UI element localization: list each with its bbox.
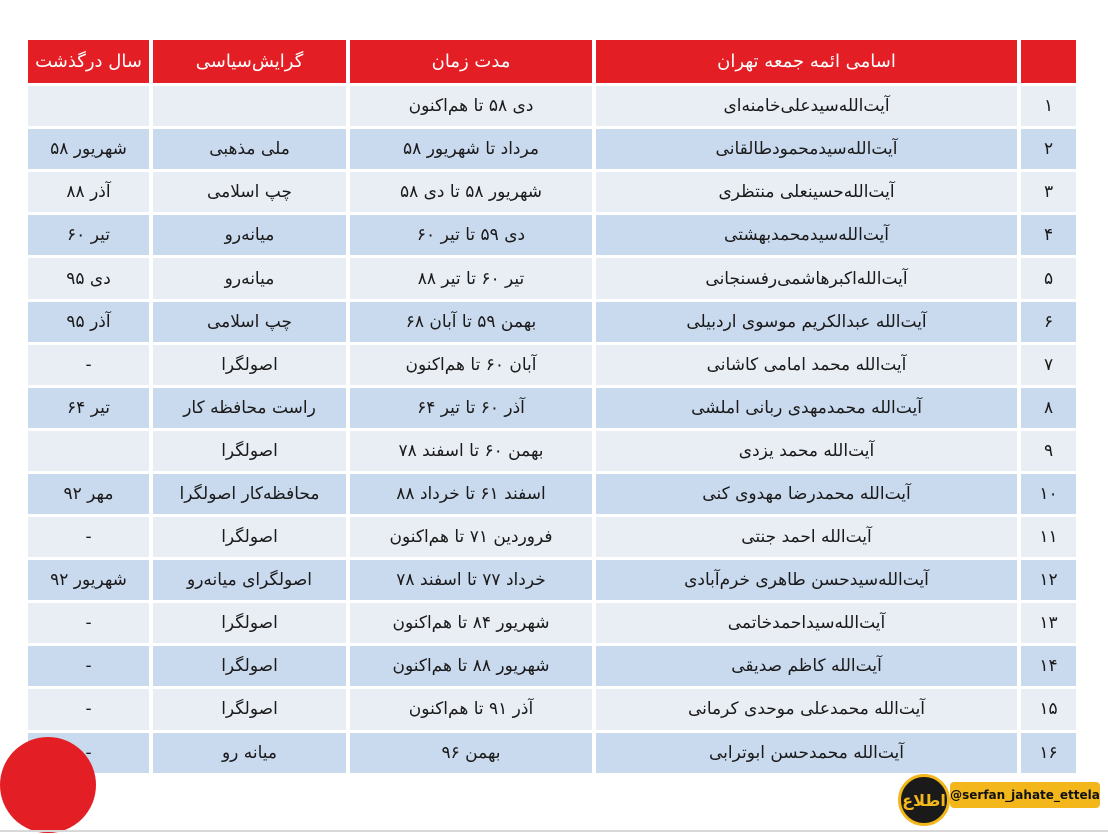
cell-death: - [28,730,149,773]
cell-term: فروردین ۷۱ تا هم‌اکنون [350,514,592,557]
cell-num: ۵ [1021,255,1076,298]
cell-term: بهمن ۶۰ تا اسفند ۷۸ [350,428,592,471]
header-num [1021,40,1076,83]
cell-political: ملی مذهبی [153,126,346,169]
cell-death: تیر ۶۴ [28,385,149,428]
cell-term: دی ۵۹ تا تیر ۶۰ [350,212,592,255]
cell-death: - [28,600,149,643]
cell-num: ۶ [1021,299,1076,342]
cell-death: - [28,643,149,686]
cell-political: اصولگرا [153,342,346,385]
cell-term: شهریور ۸۸ تا هم‌اکنون [350,643,592,686]
cell-political: اصولگرا [153,643,346,686]
cell-name: آیت‌الله‌حسینعلی منتظری [596,169,1017,212]
cell-name: آیت‌الله عبدالکریم موسوی اردبیلی [596,299,1017,342]
cell-num: ۹ [1021,428,1076,471]
cell-death: - [28,514,149,557]
cell-name: آیت‌الله احمد جنتی [596,514,1017,557]
cell-death: تیر ۶۰ [28,212,149,255]
header-political: گرایش‌سیاسی [153,40,346,83]
cell-death: شهریور ۵۸ [28,126,149,169]
cell-name: آیت‌الله محمد یزدی [596,428,1017,471]
cell-name: آیت‌الله کاظم صدیقی [596,643,1017,686]
cell-term: شهریور ۵۸ تا دی ۵۸ [350,169,592,212]
cell-num: ۱ [1021,83,1076,126]
cell-name: آیت‌الله محمدرضا مهدوی کنی [596,471,1017,514]
leaders-table [28,40,1076,773]
cell-name: آیت‌الله‌سیدمحمدبهشتی [596,212,1017,255]
header-death-year: سال درگذشت [28,40,149,83]
cell-num: ۲ [1021,126,1076,169]
cell-term: خرداد ۷۷ تا اسفند ۷۸ [350,557,592,600]
cell-death: آذر ۹۵ [28,299,149,342]
cell-term: بهمن ۹۶ [350,730,592,773]
header-name: اسامی ائمه جمعه تهران [596,40,1017,83]
cell-term: آبان ۶۰ تا هم‌اکنون [350,342,592,385]
cell-name: آیت‌الله محمدعلی موحدی کرمانی [596,686,1017,729]
cell-death: مهر ۹۲ [28,471,149,514]
cell-political: اصولگرا [153,600,346,643]
cell-num: ۱۰ [1021,471,1076,514]
cell-name: آیت‌الله‌سیدحسن طاهری خرم‌آبادی [596,557,1017,600]
cell-term: شهریور ۸۴ تا هم‌اکنون [350,600,592,643]
cell-name: آیت‌الله محمدمهدی ربانی املشی [596,385,1017,428]
cell-name: آیت‌الله‌سیدعلی‌خامنه‌ای [596,83,1017,126]
cell-term: اسفند ۶۱ تا خرداد ۸۸ [350,471,592,514]
cell-num: ۱۲ [1021,557,1076,600]
cell-num: ۸ [1021,385,1076,428]
sazandegi-logo [0,737,96,833]
channel-badge: اطلاع [898,774,950,826]
cell-political: اصولگرای میانه‌رو [153,557,346,600]
cell-death [28,428,149,471]
channel-handle: @serfan_jahate_ettela [950,782,1100,808]
cell-political: راست محافظه کار [153,385,346,428]
cell-death [28,83,149,126]
cell-name: آیت‌الله‌سیداحمد‌خاتمی [596,600,1017,643]
cell-name: آیت‌الله محمدحسن ابوترابی [596,730,1017,773]
cell-name: آیت‌الله محمد امامی کاشانی [596,342,1017,385]
cell-political: چپ اسلامی [153,299,346,342]
cell-death: - [28,342,149,385]
cell-num: ۱۵ [1021,686,1076,729]
cell-num: ۱۶ [1021,730,1076,773]
cell-term: تیر ۶۰ تا تیر ۸۸ [350,255,592,298]
cell-death: آذر ۸۸ [28,169,149,212]
cell-num: ۴ [1021,212,1076,255]
header-term: مدت زمان [350,40,592,83]
cell-political: میانه‌رو [153,255,346,298]
cell-death: دی ۹۵ [28,255,149,298]
cell-num: ۱۱ [1021,514,1076,557]
cell-political: میانه رو [153,730,346,773]
cell-political: میانه‌رو [153,212,346,255]
cell-political: اصولگرا [153,428,346,471]
cell-death: - [28,686,149,729]
cell-political [153,83,346,126]
cell-num: ۱۳ [1021,600,1076,643]
cell-political: اصولگرا [153,514,346,557]
cell-political: محافظه‌کار اصولگرا [153,471,346,514]
cell-political: چپ اسلامی [153,169,346,212]
cell-name: آیت‌الله‌سیدمحمود‌طالقانی [596,126,1017,169]
cell-political: اصولگرا [153,686,346,729]
cell-num: ۱۴ [1021,643,1076,686]
cell-term: آذر ۹۱ تا هم‌اکنون [350,686,592,729]
cell-term: دی ۵۸ تا هم‌اکنون [350,83,592,126]
divider [0,830,1108,832]
cell-num: ۷ [1021,342,1076,385]
cell-death: شهریور ۹۲ [28,557,149,600]
cell-term: بهمن ۵۹ تا آبان ۶۸ [350,299,592,342]
cell-term: مرداد تا شهریور ۵۸ [350,126,592,169]
cell-num: ۳ [1021,169,1076,212]
cell-term: آذر ۶۰ تا تیر ۶۴ [350,385,592,428]
cell-name: آیت‌الله‌اکبرهاشمی‌رفسنجانی [596,255,1017,298]
